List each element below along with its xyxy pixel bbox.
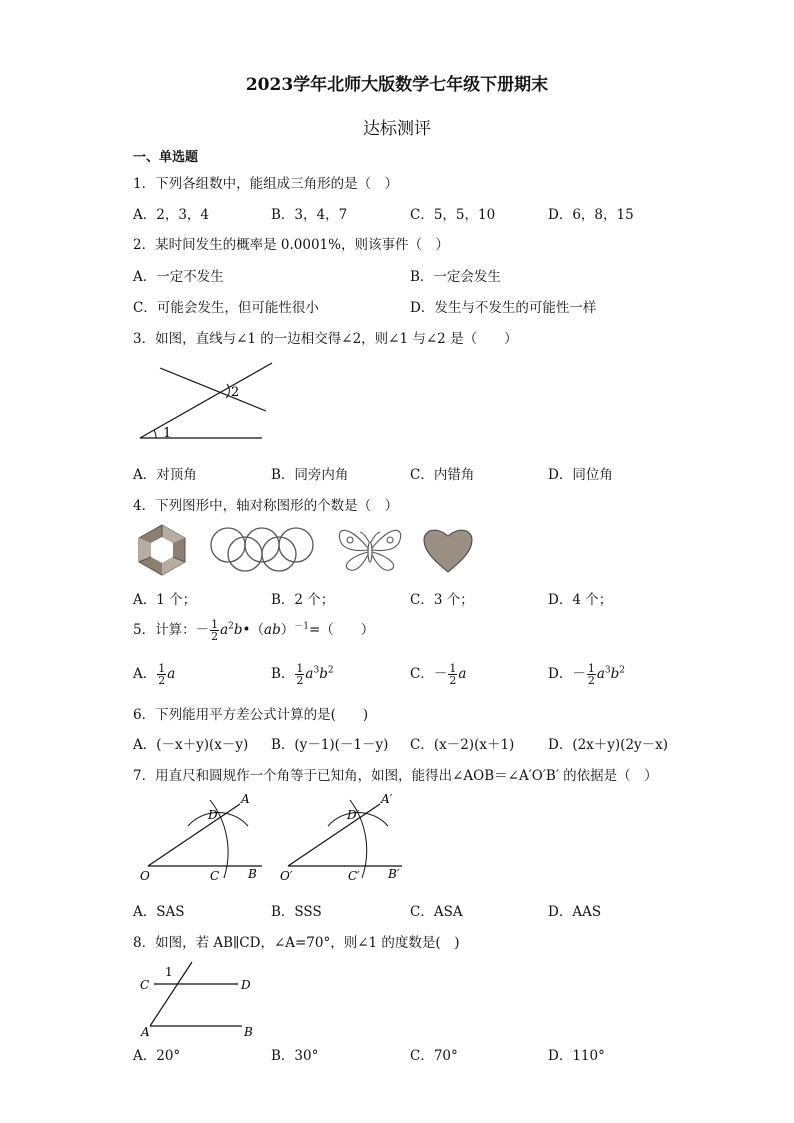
question-1-stem: 1．下列各组数中，能组成三角形的是（ ） <box>133 176 399 192</box>
q4-option-d[interactable]: D．4 个； <box>548 592 613 608</box>
q3-angle-1-label: 1 <box>163 426 172 441</box>
page-title: 2023学年北师大版数学七年级下册期末 <box>245 75 549 95</box>
q3-angle-2-label: 2 <box>231 385 240 400</box>
q8-option-b[interactable]: B．30° <box>271 1048 319 1064</box>
fig2-label-b: B′ <box>388 867 400 881</box>
q8-label-1: 1 <box>165 965 173 979</box>
fig1-label-c: C <box>210 869 220 883</box>
q8-label-d: D <box>241 978 251 992</box>
q4-option-c[interactable]: C．3 个； <box>410 592 474 608</box>
q3-option-b[interactable]: B．同旁内角 <box>271 467 349 483</box>
fig2-label-c: C′ <box>348 869 360 883</box>
question-5-stem: 5．计算：－ $\frac{1}{2}$ $a^2b•(ab)^{-1}=$（ ） <box>133 618 375 643</box>
q5-stem-prefix: 5．计算：－ <box>133 622 210 638</box>
q5-option-b[interactable]: B． $\frac{1}{2}$ $a^3b^2$ <box>271 662 334 687</box>
fig2-label-d: D′ <box>347 808 360 822</box>
q6-option-a[interactable]: A．(－x＋y)(x－y) <box>133 737 249 753</box>
q1-option-d[interactable]: D．6，8，15 <box>548 207 634 223</box>
q2-option-a[interactable]: A．一定不发生 <box>133 269 224 285</box>
q8-label-c: C <box>140 978 150 992</box>
q6-option-d[interactable]: D．(2x＋y)(2y－x) <box>548 737 669 753</box>
q8-option-c[interactable]: C．70° <box>410 1048 458 1064</box>
fig1-label-d: D <box>208 808 218 822</box>
q6-option-b[interactable]: B．(y－1)(－1－y) <box>271 737 389 753</box>
q5-option-c-label: C．－ <box>410 666 448 682</box>
q7-option-d[interactable]: D．AAS <box>548 904 602 920</box>
q5-stem-suffix: =（ ） <box>308 622 375 638</box>
fig1-label-b: B <box>248 867 257 881</box>
q7-option-b[interactable]: B．SSS <box>271 904 322 920</box>
fig2-label-o: O′ <box>280 869 293 883</box>
q3-option-d[interactable]: D．同位角 <box>548 467 613 483</box>
q4-option-a[interactable]: A．1 个； <box>133 592 197 608</box>
q8-label-a: A <box>141 1025 150 1039</box>
question-8-stem: 8．如图，若 AB∥CD，∠A=70°，则∠1 的度数是( ) <box>133 935 460 951</box>
q8-option-d[interactable]: D．110° <box>548 1048 605 1064</box>
question-6-stem: 6．下列能用平方差公式计算的是( ) <box>133 707 369 723</box>
question-7-stem: 7．用直尺和圆规作一个角等于已知角，如图，能得出∠AOB＝∠A′O′B′ 的依据是（ ） <box>133 768 658 784</box>
q6-option-c[interactable]: C．(x－2)(x＋1) <box>410 737 515 753</box>
fig2-label-a: A′ <box>381 792 393 806</box>
q5-fraction-half: $\frac{1}{2}$ <box>211 618 219 643</box>
q5-option-a[interactable]: A． $\frac{1}{2}$ a <box>133 662 176 687</box>
q7-option-c[interactable]: C．ASA <box>410 904 463 920</box>
q4-option-b[interactable]: B．2 个； <box>271 592 335 608</box>
q5-option-a-label: A． <box>133 666 157 682</box>
q5-option-c[interactable]: C．－ $\frac{1}{2}$ a <box>410 662 467 687</box>
question-2-stem: 2．某时间发生的概率是 0.0001%，则该事件（ ） <box>133 237 449 253</box>
q1-option-a[interactable]: A．2，3，4 <box>133 207 210 223</box>
q8-option-a[interactable]: A．20° <box>133 1048 181 1064</box>
q2-option-d[interactable]: D．发生与不发生的可能性一样 <box>410 300 597 316</box>
q8-label-b: B <box>244 1025 253 1039</box>
q5-option-b-label: B． <box>271 666 295 682</box>
question-4-stem: 4．下列图形中，轴对称图形的个数是（ ） <box>133 498 399 514</box>
q2-option-b[interactable]: B．一定会发生 <box>410 269 501 285</box>
section-heading: 一、单选题 <box>133 150 199 165</box>
q3-option-a[interactable]: A．对顶角 <box>133 467 197 483</box>
q5-option-d[interactable]: D．－ $\frac{1}{2}$ $a^3b^2$ <box>548 662 626 687</box>
q7-option-a[interactable]: A．SAS <box>133 904 185 920</box>
q1-option-c[interactable]: C．5，5，10 <box>410 207 496 223</box>
fig1-label-a: A <box>241 792 250 806</box>
question-3-stem: 3．如图，直线与∠1 的一边相交得∠2，则∠1 与∠2 是（ ） <box>133 331 518 347</box>
page-subtitle: 达标测评 <box>363 119 431 139</box>
q3-option-c[interactable]: C．内错角 <box>410 467 475 483</box>
q1-option-b[interactable]: B．3，4，7 <box>271 207 348 223</box>
q2-option-c[interactable]: C．可能会发生，但可能性很小 <box>133 300 319 316</box>
q5-option-d-label: D．－ <box>548 666 586 682</box>
fig1-label-o: O <box>140 869 150 883</box>
